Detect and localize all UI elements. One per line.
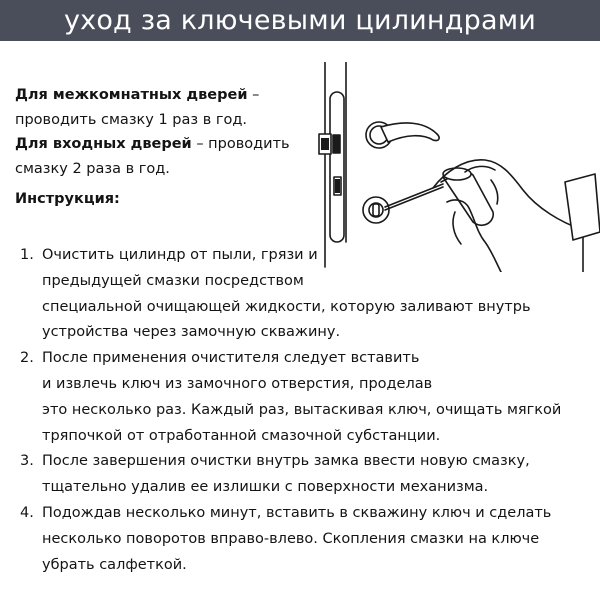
step-number: 4. [20,504,34,521]
step-text-line: устройства через замочную скважину. [42,324,341,341]
entrance-doors-text: смазку 2 раза в год. [15,160,170,177]
interior-doors-label: Для межкомнатных дверей [15,87,248,103]
entrance-doors-note: Для входных дверей – проводить [15,136,290,152]
interior-doors-note: Для межкомнатных дверей – [15,87,260,103]
step-text-line: После завершения очистки внутрь замка ввести новую смазку, [42,453,530,470]
step-text-line: Очистить цилиндр от пыли, грязи и [42,247,318,263]
step-number: 1. [20,247,34,263]
step-number: 2. [20,350,34,367]
page-header [0,0,600,41]
step-text-line: специальной очищающей жидкости, которую заливают внутрь [42,298,531,315]
list-item [20,449,580,501]
intro-text [15,83,305,181]
list-item [20,243,580,346]
step-text-line: тряпочкой от отработанной смазочной субстанции. [42,427,441,444]
list-item [20,501,580,578]
step-text-line: тщательно удалив ее излишки с поверхности механизма. [42,479,489,496]
step-number: 3. [20,453,34,470]
page-title: уход за ключевыми цилиндрами [63,5,537,36]
step-text-line: После применения очистителя следует вставить [42,350,420,367]
door-lock-lubrication-illustration [315,62,600,272]
step-text-line: Подождав несколько минут, вставить в скважину ключ и сделать [42,504,552,521]
step-text-line: убрать салфеткой. [42,556,187,573]
list-item [20,346,580,449]
step-text-line: несколько поворотов вправо-влево. Скопления смазки на ключе [42,530,540,547]
step-text-line: и извлечь ключ из замочного отверстия, проделав [42,375,433,392]
instructions-heading: Инструкция: [15,191,120,207]
step-text-line: предыдущей смазки посредством [42,272,304,289]
interior-doors-text: проводить смазку 1 раз в год. [15,111,247,128]
instruction-steps [20,243,580,578]
step-text-line: это несколько раз. Каждый раз, вытаскивая ключ, очищать мягкой [42,401,562,418]
entrance-doors-label: Для входных дверей [15,136,192,152]
